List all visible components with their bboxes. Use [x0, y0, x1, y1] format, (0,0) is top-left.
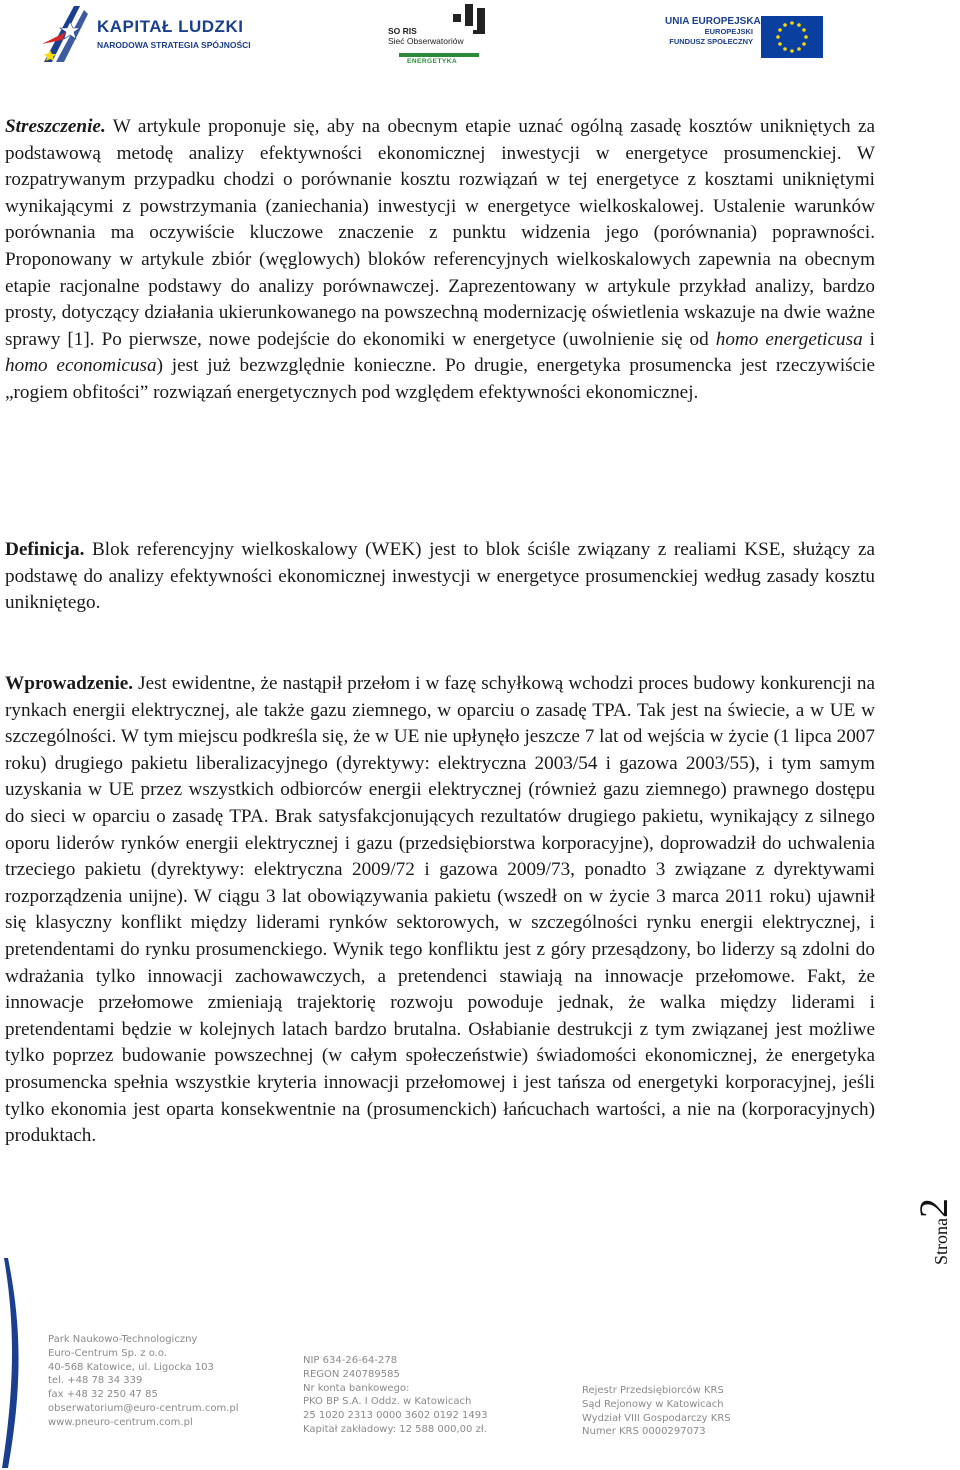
so-ris-title: SO RIS	[388, 26, 417, 36]
eu-line3: FUNDUSZ SPOŁECZNY	[669, 37, 753, 46]
kapital-ludzki-logo	[40, 4, 251, 68]
definition-lead: Definicja.	[5, 539, 85, 560]
kapital-ludzki-subtitle: NARODOWA STRATEGIA SPÓJNOŚCI	[97, 40, 251, 50]
so-ris-green-bar	[399, 53, 479, 57]
footer-registration-line: PKO BP S.A. I Oddz. w Katowicach	[303, 1396, 472, 1408]
introduction-text: Jest ewidentne, że nastąpił przełom i w fazę schyłkową wchodzi proces budowy konkurencji na rynkach energii elektrycznej, ale także gazu ziemnego, w oparciu o zasadę TPA. Tak jest na świecie, a w UE w szczególności. W tym miejscu podkreśla się, że w UE nie upłynęło jeszcze 7 lat od wejścia w życie (1 lipca 2007 roku) drugiego pakietu liberalizacyjnego (dyrektywy: elektryczna 2003/54 i gazowa 2003/55), i tym samym uzyskania w UE przez wszystkich odbiorców energii elektrycznej (również gazu ziemnego) prawnego dostępu do sieci w oparciu o zasadę TPA. Brak satysfakcjonujących rezultatów drugiego pakietu, wynikający z silnego oporu liderów rynków energii elektrycznej i gazu (przedsiębiorstwa korporacyjne), doprowadził do uchwalenia trzeciego pakietu (dyrektywy: elektryczna 2009/72 i gazowa 2009/73, ponadto 3 związane z dyrektywami rozporządzenia unijne). W ciągu 3 lat obowiązywania pakietu (wszedł on w życie 3 marca 2011 roku) ujawnił się klasyczny konflikt między liderami rynków sektorowych, w szczególności rynku energii elektrycznej, i pretendentami do rynku prosumenckiego. Wynik tego konfliktu jest z góry przesądzony, bo liderzy są zdolni do wdrażania tylko innowacji zachowawczych, a pretendenci stawiają na innowacje przełomowe. Fakt, że innowacje przełomowe zmieniają trajektorię rozwoju powoduje jednak, że walka między liderami i pretendentami będzie w kolejnych latach bardzo brutalna. Osłabianie destrukcji z tym związanej jest możliwe tylko poprzez budowanie powszechnej (w całym społeczeństwie) świadomości ekonomicznej, że energetyka prosumencka spełnia wszystkie kryteria innowacji przełomowej i jest tańsza od energetyki korporacyjnej, jeśli tylko ekonomia jest oparta konsekwentnie na (prosumenckich) łańcuchach wartości, a nie na (korporacyjnych) produktach.	[5, 673, 875, 1147]
footer-email[interactable]: obserwatorium@euro-centrum.com.pl	[48, 1402, 239, 1414]
definition-text: Blok referencyjny wielkoskalowy (WEK) jest to blok ściśle związany z realiami KSE, służący za podstawę do analizy efektywności ekonomicznej inwestycji w energetyce prosumenckiej według zasady kosztu unikniętego.	[5, 539, 875, 614]
abstract-em-1: homo energeticusa	[715, 328, 863, 350]
eu-flag-icon	[761, 16, 823, 58]
eu-line2: EUROPEJSKI	[704, 27, 753, 36]
footer-company-line: 40-568 Katowice, ul. Ligocka 103	[48, 1361, 214, 1373]
kapital-ludzki-emblem-icon	[40, 4, 92, 68]
footer-registration-line: REGON 240789585	[303, 1368, 400, 1380]
abstract-text-2: i	[862, 328, 875, 350]
footer-company-line: tel. +48 78 34 339	[48, 1375, 143, 1387]
footer-krs-line: Rejestr Przedsiębiorców KRS	[582, 1385, 724, 1396]
introduction-paragraph	[5, 671, 875, 1150]
footer-registration-line: NIP 634-26-64-278	[303, 1355, 398, 1366]
abstract-text-1: W artykule proponuje się, aby na obecnym etapie uznać ogólną zasadę kosztów unikniętych za podstawową metodę analizy efektywności ekonomicznej inwestycji w energetyce prosumenckiej. W rozpatrywanym przypadku chodzi o porównanie kosztu rozwiązań w tej energetyce z kosztami unikniętymi wynikającymi z powstrzymania (zaniechania) inwestycji w energetyce wielkoskalowej. Ustalenie warunków porównania ma oczywiście kluczowe znaczenie z punktu widzenia jego (porównania) poprawności. Proponowany w artykule zbiór (węglowych) bloków referencyjnych wielkoskalowych zapewnia na obecnym etapie racjonalne podstawy do analizy porównawczej. Zaprezentowany w artykule przykład analizy, bardzo prosty, dotyczący działania ukierunkowanego na powszechną modernizację oświetlenia wskazuje na dwie ważne sprawy [1]. Po pierwsze, nowe podejście do ekonomiki w energetyce (uwolnienie się od	[5, 116, 875, 350]
footer-company-line: Euro-Centrum Sp. z o.o.	[48, 1347, 167, 1359]
so-ris-energetyka: ENERGETYKA	[407, 58, 458, 65]
footer-company	[48, 1333, 239, 1430]
page-number	[910, 1198, 960, 1265]
so-ris-logo	[385, 4, 500, 68]
page-number-label: Strona	[931, 1218, 951, 1265]
page-number-value: 2	[911, 1198, 956, 1218]
abstract-lead: Streszczenie.	[5, 116, 106, 137]
footer-website[interactable]: www.pneuro-centrum.com.pl	[48, 1416, 193, 1428]
footer-registration-line: Nr konta bankowego:	[303, 1382, 410, 1394]
kapital-ludzki-title: KAPITAŁ LUDZKI	[97, 17, 244, 36]
eu-logo	[665, 14, 825, 60]
footer-registration-line: 25 1020 2313 0000 3602 0192 1493	[303, 1410, 488, 1422]
introduction-lead: Wprowadzenie.	[5, 673, 134, 694]
so-ris-subtitle: Sieć Obserwatoriów	[388, 36, 464, 46]
abstract-em-2: homo economicusa	[5, 355, 157, 377]
definition-paragraph	[5, 537, 875, 617]
eu-title: UNIA EUROPEJSKA	[665, 16, 761, 27]
footer-registration	[303, 1354, 488, 1437]
footer-company-line: Park Naukowo-Technologiczny	[48, 1334, 198, 1345]
abstract-text-3: ) jest już bezwzględnie konieczne. Po drugie, energetyka prosumencka jest rzeczywiście „rogiem obfitości” rozwiązań energetycznych pod względem efektywności ekonomicznej.	[5, 355, 875, 403]
footer-swoosh-icon	[0, 1258, 40, 1468]
abstract-paragraph	[5, 114, 875, 407]
footer-krs-line: Wydział VIII Gospodarczy KRS	[582, 1412, 731, 1424]
footer-krs	[582, 1384, 731, 1439]
footer-krs-line: Sąd Rejonowy w Katowicach	[582, 1398, 724, 1410]
footer-company-line: fax +48 32 250 47 85	[48, 1389, 158, 1401]
footer-krs-line: Numer KRS 0000297073	[582, 1426, 706, 1438]
footer-registration-line: Kapitał zakładowy: 12 588 000,00 zł.	[303, 1423, 487, 1435]
